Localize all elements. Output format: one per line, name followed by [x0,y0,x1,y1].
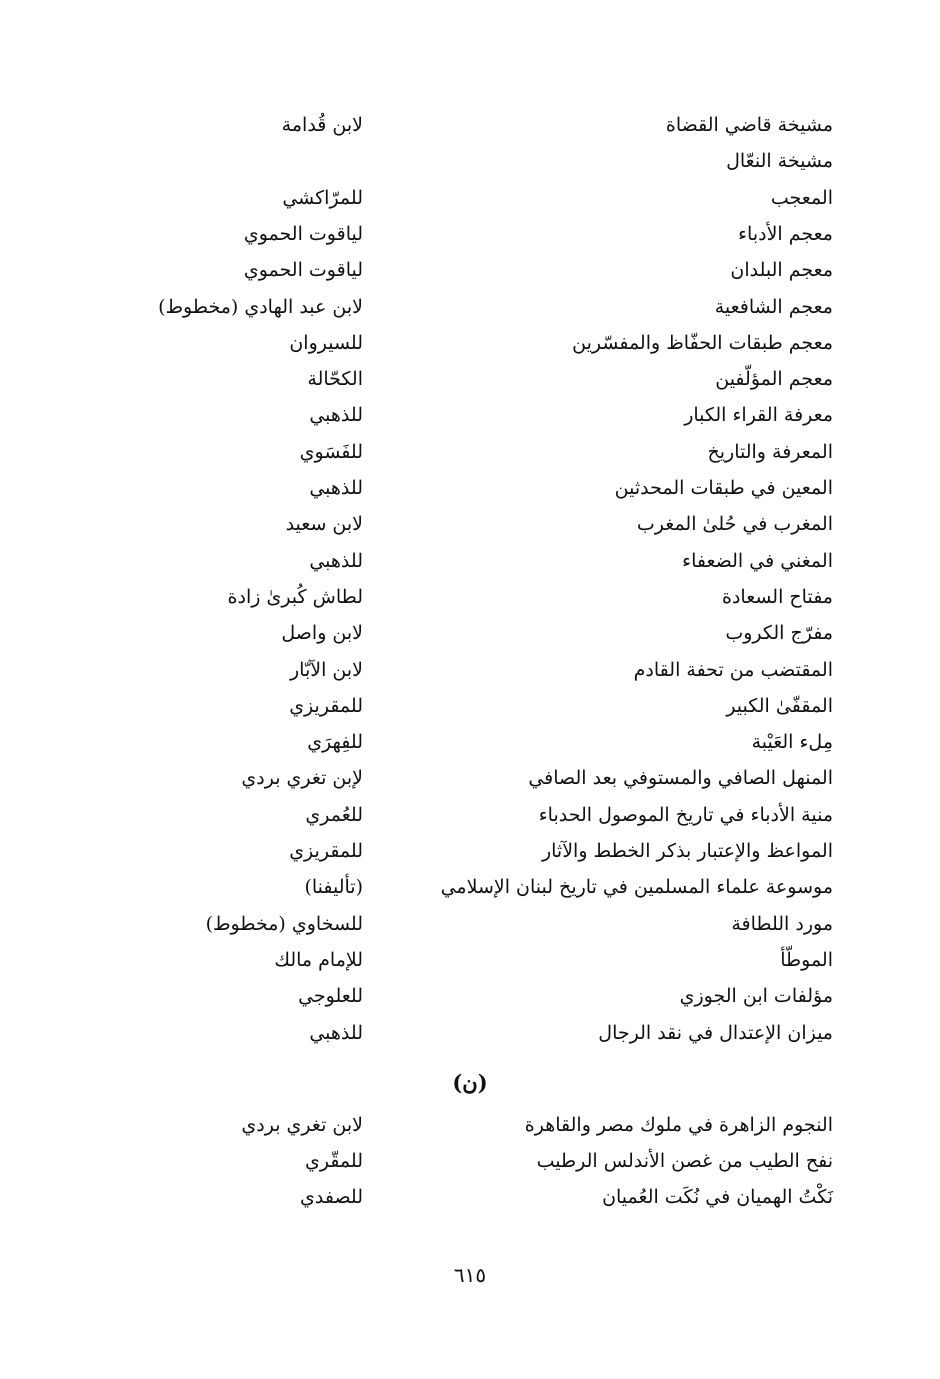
entry-title: مشيخة قاضي القضاة [665,114,833,136]
entry-title: مورد اللطافة [731,912,833,935]
entry-title: مِلء العَيْبة [751,731,833,754]
index-entry-row [0,1179,940,1215]
index-entry-row [0,397,940,433]
index-entry-row [0,107,940,143]
index-entry-row [0,543,940,579]
entry-title: الموطّأ [780,948,833,971]
entry-title: المعرفة والتاريخ [707,440,833,463]
entry-author: للمقريزي [289,694,363,717]
index-entry-row [0,180,940,216]
entry-title: مفرّج الكروب [725,622,833,645]
entry-title: المعجب [770,186,833,209]
entry-author: للذهبي [309,549,363,572]
page-number: ٦١٥ [453,1263,487,1287]
entry-title: المغني في الضعفاء [682,549,833,572]
entry-title: معجم الأدباء [738,222,833,245]
entry-title: مشيخة النعّال [726,150,833,173]
entry-author: لإبن تغري بردي [241,767,363,790]
entry-title: المواعظ والإعتبار بذكر الخطط والآثار [541,840,833,862]
index-entry-row [0,760,940,796]
entry-title: مفتاح السعادة [721,585,833,608]
entry-title: المقفّىٰ الكبير [726,694,833,717]
index-entry-row [0,942,940,978]
entry-author: لابن تغري بردي [241,1114,363,1136]
entry-author: للمقريزي [289,840,363,862]
index-entry-row [0,797,940,833]
index-entry-row [0,906,940,942]
index-entry-row [0,252,940,288]
entry-author: للسخاوي (مخطوط) [205,912,363,935]
entry-title: معجم الشافعية [714,295,833,318]
entry-author: لابن واصل [281,622,363,645]
index-entry-row [0,434,940,470]
index-entry-row [0,978,940,1014]
entry-author: للفَسَوي [299,440,363,463]
index-entry-row [0,470,940,506]
entry-author: للسيروان [289,331,363,354]
index-entry-row [0,652,940,688]
entry-author: لطاش كُبرىٰ زادة [227,585,363,608]
entry-title: المقتضب من تحفة القادم [633,658,833,681]
entry-title: موسوعة علماء المسلمين في تاريخ لبنان الإسلامي [440,876,833,899]
index-entry-row [0,1107,940,1143]
index-entry-row [0,724,940,760]
entry-author: لابن عبد الهادي (مخطوط) [158,295,363,318]
entry-author: للذهبي [309,404,363,427]
entry-author: للذهبي [309,1021,363,1044]
index-entry-row [0,833,940,869]
entry-author: للعُمري [305,803,363,826]
entry-author: لياقوت الحموي [243,259,363,282]
entry-title: منية الأدباء في تاريخ الموصول الحدباء [538,803,833,826]
index-entry-row [0,1143,940,1179]
entry-title: نفح الطيب من غصن الأندلس الرطيب [536,1150,833,1172]
entry-title: النجوم الزاهرة في ملوك مصر والقاهرة [524,1114,833,1136]
entry-title: المنهل الصافي والمستوفي بعد الصافي [528,767,833,790]
entry-author: للإمام مالك [274,948,363,971]
entry-author: للمقّري [304,1150,363,1172]
index-entry-row [0,869,940,905]
index-entry-row [0,216,940,252]
entry-title: المغرب في حُلىٰ المغرب [636,513,833,536]
entry-author: لياقوت الحموي [243,222,363,245]
entry-author: للعلوجي [298,985,363,1008]
entry-author: للفِهرَي [307,731,363,754]
entry-title: معرفة القراء الكبار [684,404,833,427]
index-entry-row [0,361,940,397]
index-entry-row [0,688,940,724]
entry-title: المعين في طبقات المحدثين [614,477,833,499]
index-entry-row [0,143,940,179]
index-entry-row [0,289,940,325]
index-entry-row [0,579,940,615]
entry-author: للصفدي [299,1186,363,1208]
entry-title: معجم طبقات الحفّاظ والمفسّرين [572,331,833,354]
entry-author: الكحّالة [307,368,363,391]
index-entry-row [0,506,940,542]
entry-author: للمرّاكشي [282,186,363,209]
entry-title: معجم المؤلّفين [715,368,833,391]
index-entry-row [0,1015,940,1051]
index-entry-row [0,615,940,651]
entry-author: (تأليفنا) [304,876,363,899]
entry-title: معجم البلدان [730,259,833,282]
section-heading-noon: (ن) [452,1070,488,1095]
index-entry-row [0,325,940,361]
entry-author: لابن سعيد [285,513,363,536]
entry-author: لابن الآبّار [290,658,363,681]
entry-title: ميزان الإعتدال في نقد الرجال [598,1021,833,1044]
entry-author: للذهبي [309,477,363,499]
entry-title: مؤلفات ابن الجوزي [679,985,833,1008]
entry-title: نَكْتُ الهميان في نُكَت العُميان [602,1186,833,1208]
entry-author: لابن قُدامة [281,114,363,136]
